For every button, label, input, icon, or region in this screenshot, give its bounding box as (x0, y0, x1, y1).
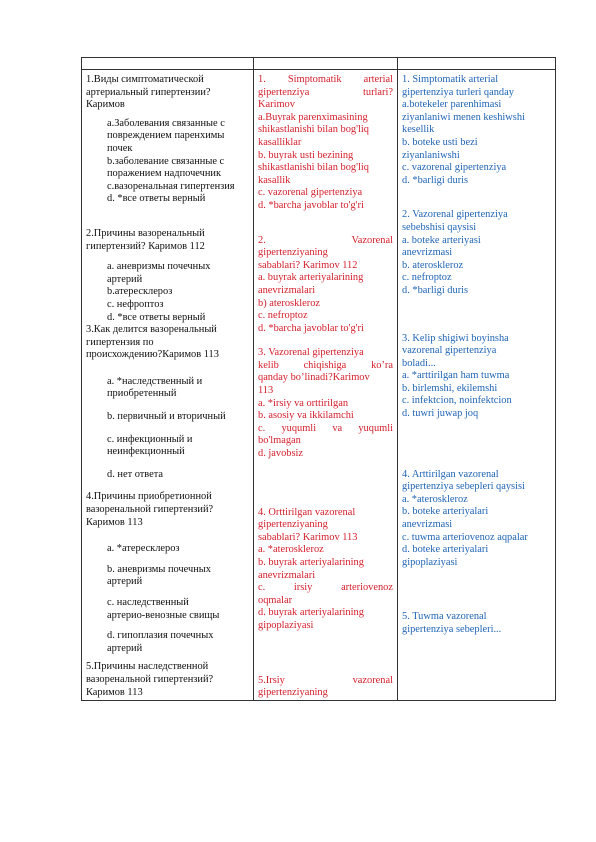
option-line: поражением надпочечник (107, 168, 222, 180)
header-cell-uzbek (254, 58, 398, 70)
answer-option (107, 312, 249, 325)
body-row (82, 70, 556, 701)
text-line: kasallik (258, 174, 291, 186)
text-line: d. *barcha javoblar to'g'ri (258, 199, 364, 211)
question-line: 2.Причины вазоренальный (86, 227, 205, 239)
question-text (86, 491, 249, 529)
text-line: 2. Vazorenal gipertenziya (402, 209, 508, 221)
option-line: a. *атересклероз (107, 543, 180, 555)
russian-questions (82, 70, 253, 699)
option-line: артерио-венозные свищы (107, 609, 220, 621)
question-block (402, 74, 551, 187)
question-block (86, 324, 249, 481)
answer-option (107, 597, 249, 622)
option-line: артерий (107, 642, 143, 654)
question-block (402, 333, 551, 421)
option-line: d. нет ответа (107, 468, 164, 480)
text-line: b. birlemshi, ekilemshi (402, 382, 498, 394)
text-line: b. ateroskleroz (402, 259, 464, 271)
question-table (81, 57, 556, 701)
text-line: c. yuqumli va yuqumli (258, 422, 393, 434)
option-line: артерий (107, 273, 143, 285)
text-line: shikastlanishi bilan bog'liq (258, 124, 369, 136)
answer-option (107, 118, 249, 156)
question-block (402, 469, 551, 570)
question-text (86, 324, 249, 362)
header-cell-russian (82, 58, 254, 70)
text-line: c. vazorenal gipertenziya (258, 187, 363, 199)
answer-option (107, 261, 249, 286)
text-line: oqmalar (258, 594, 293, 606)
uzbek-questions (254, 70, 397, 700)
russian-column (82, 70, 254, 701)
text-line: Karimov (258, 99, 295, 111)
question-block (258, 507, 393, 633)
text-line: anevrizmasi (402, 519, 453, 531)
option-line: d. гипоплазия почечных (107, 630, 214, 642)
text-line: boladi... (402, 357, 436, 369)
text-line: a. *ateroskleroz (402, 493, 468, 505)
text-line: c. infektcion, noinfektcion (402, 395, 512, 407)
option-line: a. *наследственный и (107, 375, 203, 387)
karakalpak-column (398, 70, 556, 701)
text-line: b. buyrak usti bezining (258, 149, 354, 161)
text-line: kesellik (402, 124, 435, 136)
question-line: вазоренальной гипертензий? (86, 504, 214, 516)
question-line: 5.Причины наследственной (86, 661, 209, 673)
text-line: c. irsiy arteriovenoz (258, 582, 393, 594)
question-line: гипертензий? Каримов 112 (86, 240, 205, 252)
text-line: shikastlanishi bilan bog'liq (258, 162, 369, 174)
uzbek-column (254, 70, 398, 701)
question-line: Каримов 113 (86, 686, 143, 698)
answer-option (107, 376, 249, 401)
text-line: gipoplaziyasi (258, 619, 314, 631)
text-line: 113 (258, 385, 274, 397)
text-line: kelib chiqishiga ko’ra (258, 359, 393, 371)
text-line: b) ateroskleroz (258, 297, 321, 309)
text-line: gipertenziya turleri qanday (402, 86, 514, 98)
option-line: b. аневризмы почечных (107, 563, 211, 575)
text-line: gipertenziya turlari? (258, 86, 393, 98)
option-line: d. *все ответы верный (107, 193, 206, 205)
option-line: повреждением паренхимы (107, 130, 225, 142)
question-line: Каримов (86, 99, 125, 111)
text-line: c. vazorenal gipertenziya (402, 162, 507, 174)
answer-option (107, 299, 249, 312)
text-line: qanday bo’linadi?Karimov (258, 372, 370, 384)
option-line: c. наследственный (107, 597, 189, 608)
karakalpak-questions (398, 70, 555, 637)
text-line: a.Buyrak parenximasining (258, 111, 368, 123)
text-line: a. buyrak arteriyalarining (258, 272, 364, 284)
question-line: Каримов 113 (86, 516, 143, 528)
text-line: ziyanlaniwshi (402, 149, 460, 161)
answer-option (107, 193, 249, 206)
text-line: a. *ateroskleroz (258, 544, 324, 556)
question-line: артериальный гипертензии? (86, 86, 211, 98)
answer-option (107, 181, 249, 194)
text-line: d. *barligi duris (402, 284, 469, 296)
question-block (258, 74, 393, 213)
question-line: происхождению?Каримов 113 (86, 349, 219, 361)
text-line: sabablari? Karimov 113 (258, 531, 358, 543)
text-line: d. buyrak arteriyalarining (258, 607, 364, 619)
text-line: c. nefroptoz (258, 310, 308, 322)
header-row (82, 58, 556, 70)
question-text (86, 74, 249, 112)
text-line: b. boteke usti bezi (402, 136, 478, 148)
question-line: 3.Как делится вазоренальный (86, 324, 217, 336)
text-line: d. *barcha javoblar to'g'ri (258, 322, 364, 334)
question-block (86, 661, 249, 699)
option-line: d. *все ответы верный (107, 311, 206, 323)
text-line: gipertenziyaning (258, 247, 328, 259)
question-line: 1.Виды симптоматической (86, 74, 204, 85)
option-line: c.вазоренальная гипертензия (107, 180, 235, 192)
option-line: c. инфекционный и (107, 433, 193, 445)
question-block (86, 228, 249, 324)
option-line: a. аневризмы почечных (107, 261, 211, 273)
option-line: неинфекционный (107, 446, 185, 458)
answer-option (107, 469, 249, 482)
text-line: d. *barligi duris (402, 174, 469, 186)
text-line: a. *arttirilgan ham tuwma (402, 370, 510, 382)
text-line: 1. Simptomatik arterial (258, 74, 393, 85)
option-line: а.Заболевания связанные с (107, 117, 225, 129)
text-line: 1. Simptomatik arterial (402, 74, 499, 85)
text-line: bo'lmagan (258, 435, 301, 447)
text-line: anevrizmalari (258, 569, 316, 581)
text-line: gipoplaziyasi (402, 556, 458, 568)
option-line: b.заболевание связанные с (107, 155, 225, 167)
question-block (402, 209, 551, 297)
text-line: vazorenal gipertenziya (402, 345, 497, 357)
text-line: ziyanlaniwi menen keshiwshi (402, 111, 525, 123)
question-block (258, 675, 393, 700)
question-block (86, 491, 249, 655)
answer-option (107, 630, 249, 655)
text-line: b. asosiy va ikkilamchi (258, 410, 354, 422)
option-line: приобретенный (107, 388, 177, 400)
question-block (258, 235, 393, 336)
question-block (258, 347, 393, 460)
option-line: почек (107, 142, 133, 154)
text-line: 3. Kelip shigiwi boyinsha (402, 332, 509, 344)
text-line: d. tuwri juwap joq (402, 408, 479, 420)
header-cell-karakalpak (398, 58, 556, 70)
text-line: a. boteke arteriyasi (402, 234, 481, 246)
text-line: 5. Tuwma vazorenal (402, 611, 487, 623)
text-line: kasalliklar (258, 136, 302, 148)
text-line: gipertenziyaning (258, 519, 328, 531)
text-line: 5.Irsiy vazorenal (258, 674, 393, 686)
option-line: c. нефроптоз (107, 298, 164, 310)
text-line: 3. Vazorenal gipertenziya (258, 347, 364, 359)
text-line: gipertenziya sebepleri qaysisi (402, 481, 525, 493)
text-line: 2. Vazorenal (258, 234, 393, 246)
text-line: 4. Arttirilgan vazorenal (402, 468, 499, 480)
text-line: gipertenziyaning (258, 687, 328, 699)
answer-option (107, 411, 249, 424)
option-line: артерий (107, 576, 143, 588)
answer-option (107, 434, 249, 459)
text-line: anevrizmalari (258, 284, 316, 296)
text-line: a.botekeler parenhimasi (402, 99, 502, 111)
text-line: b. buyrak arteriyalarining (258, 557, 364, 568)
text-line: gipertenziya sebepleri... (402, 624, 502, 635)
answer-option (107, 564, 249, 589)
question-text (86, 228, 249, 253)
question-line: 4.Причины приобретионной (86, 491, 212, 503)
text-line: sebebshisi qaysisi (402, 221, 477, 233)
text-line: b. boteke arteriyalari (402, 506, 489, 518)
text-line: c. nefroptoz (402, 272, 452, 284)
answer-option (107, 286, 249, 299)
question-line: вазоренальной гипертензий? (86, 673, 214, 685)
option-line: b. первичный и вторичный (107, 411, 226, 423)
text-line: 4. Orttirilgan vazorenal (258, 506, 356, 518)
question-text (86, 661, 249, 699)
text-line: c. tuwma arteriovenoz aqpalar (402, 531, 528, 543)
question-line: гипертензия по (86, 336, 154, 348)
text-line: d. javobsiz (258, 448, 304, 460)
text-line: d. boteke arteriyalari (402, 544, 489, 556)
option-line: b.атересклероз (107, 286, 173, 298)
text-line: a. *irsiy va orttirilgan (258, 397, 349, 409)
question-block (86, 74, 249, 206)
answer-option (107, 156, 249, 181)
text-line: sabablari? Karimov 112 (258, 259, 358, 271)
text-line: anevrizmasi (402, 247, 453, 259)
answer-option (107, 543, 249, 556)
question-block (402, 611, 551, 636)
